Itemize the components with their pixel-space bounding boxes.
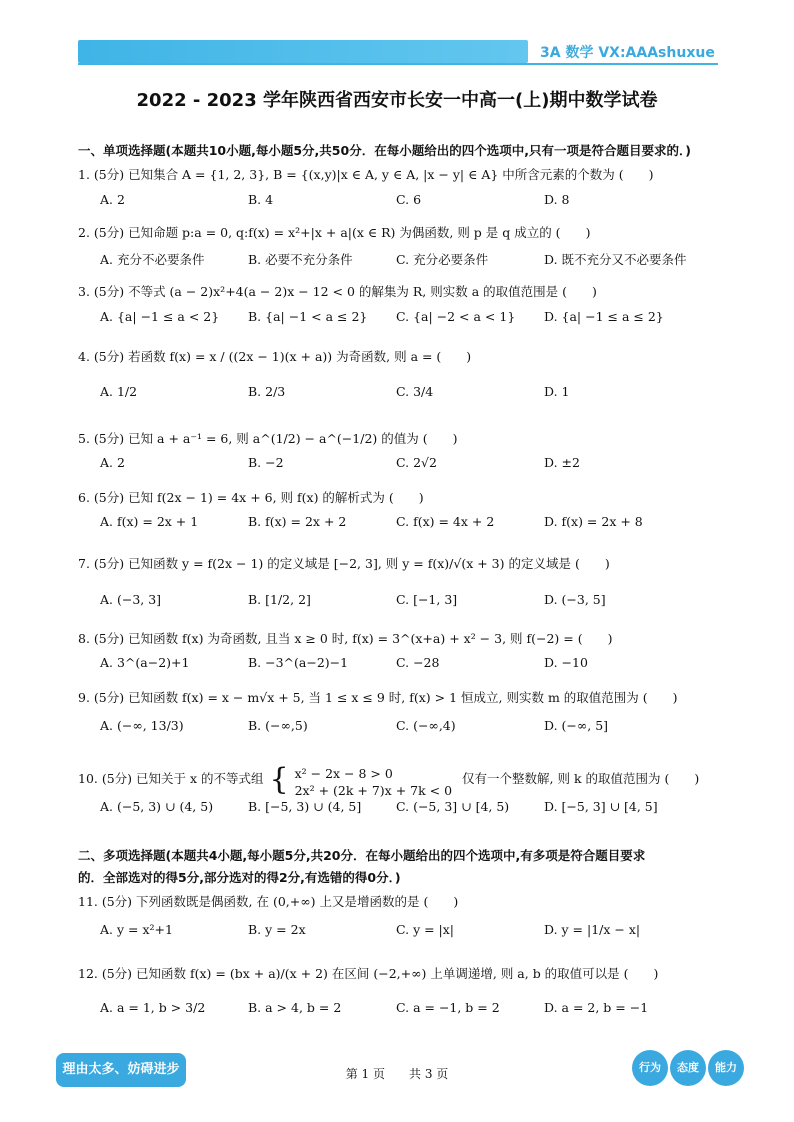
q12-option-b[interactable]: B. a > 4, b = 2 xyxy=(248,1000,342,1015)
q5-option-d[interactable]: D. ±2 xyxy=(544,455,580,470)
q9-option-a[interactable]: A. (−∞, 13/3) xyxy=(100,718,184,733)
q4-option-a[interactable]: A. 1/2 xyxy=(100,384,138,399)
badge-behavior: 行为 xyxy=(632,1050,668,1086)
q7-option-a[interactable]: A. (−3, 3] xyxy=(100,592,162,607)
q12-option-c[interactable]: C. a = −1, b = 2 xyxy=(396,1000,500,1015)
q11-option-c[interactable]: C. y = |x| xyxy=(396,922,455,937)
question-11-stem: 11. (5分) 下列函数既是偶函数, 在 (0,+∞) 上又是增函数的是 ( ) xyxy=(78,894,459,909)
q6-option-b[interactable]: B. f(x) = 2x + 2 xyxy=(248,514,347,529)
q2-option-c[interactable]: C. 充分必要条件 xyxy=(396,252,489,267)
header-bar xyxy=(78,40,528,63)
q8-option-c[interactable]: C. −28 xyxy=(396,655,440,670)
q6-option-a[interactable]: A. f(x) = 2x + 1 xyxy=(100,514,199,529)
q10-option-a[interactable]: A. (−5, 3) ∪ (4, 5) xyxy=(100,799,214,814)
q10-brace: { xyxy=(269,762,289,797)
q10-option-c[interactable]: C. (−5, 3] ∪ [4, 5) xyxy=(396,799,510,814)
question-1-stem: 1. (5分) 已知集合 A = {1, 2, 3}, B = {(x,y)|x ∈ A, y ∈ A, |x − y| ∈ A} 中所含元素的个数为 ( ) xyxy=(78,167,654,182)
q3-option-c[interactable]: C. {a| −2 < a < 1} xyxy=(396,309,516,324)
footer-slogan: 理由太多、妨碍进步 xyxy=(56,1053,186,1087)
page-title: 2022 - 2023 学年陕西省西安市长安一中高一(上)期中数学试卷 xyxy=(136,90,658,111)
q5-option-b[interactable]: B. −2 xyxy=(248,455,284,470)
q7-option-c[interactable]: C. [−1, 3] xyxy=(396,592,458,607)
q9-option-c[interactable]: C. (−∞,4) xyxy=(396,718,456,733)
badge-ability: 能力 xyxy=(708,1050,744,1086)
header-brand: 3A 数学 VX:AAAshuxue xyxy=(540,45,715,61)
q1-option-d[interactable]: D. 8 xyxy=(544,192,570,207)
q2-option-b[interactable]: B. 必要不充分条件 xyxy=(248,252,353,267)
q10-inequality-2: 2x² + (2k + 7)x + 7k < 0 xyxy=(294,783,453,798)
q1-option-a[interactable]: A. 2 xyxy=(100,192,125,207)
header-rule xyxy=(78,63,718,65)
q6-option-d[interactable]: D. f(x) = 2x + 8 xyxy=(544,514,643,529)
q5-option-c[interactable]: C. 2√2 xyxy=(396,455,437,470)
q4-option-b[interactable]: B. 2/3 xyxy=(248,384,286,399)
q3-option-b[interactable]: B. {a| −1 < a ≤ 2} xyxy=(248,309,368,324)
q4-option-d[interactable]: D. 1 xyxy=(544,384,570,399)
q6-option-c[interactable]: C. f(x) = 4x + 2 xyxy=(396,514,495,529)
q4-option-c[interactable]: C. 3/4 xyxy=(396,384,434,399)
badge-attitude: 态度 xyxy=(670,1050,706,1086)
section-single-choice-heading: 一、单项选择题(本题共10小题,每小题5分,共50分．在每小题给出的四个选项中,只有一项是符合题目要求的．) xyxy=(78,143,691,158)
q11-option-d[interactable]: D. y = |1/x − x| xyxy=(544,922,641,937)
question-2-stem: 2. (5分) 已知命题 p:a = 0, q:f(x) = x²+|x + a|(x ∈ R) 为偶函数, 则 p 是 q 成立的 ( ) xyxy=(78,225,591,240)
q3-option-d[interactable]: D. {a| −1 ≤ a ≤ 2} xyxy=(544,309,664,324)
q2-option-a[interactable]: A. 充分不必要条件 xyxy=(100,252,205,267)
q9-option-d[interactable]: D. (−∞, 5] xyxy=(544,718,609,733)
q10-system xyxy=(295,765,452,799)
q10-stem-prefix: 10. (5分) 已知关于 x 的不等式组 xyxy=(78,771,264,786)
question-12-stem: 12. (5分) 已知函数 f(x) = (bx + a)/(x + 2) 在区间 (−2,+∞) 上单调递增, 则 a, b 的取值可以是 ( ) xyxy=(78,966,659,981)
q7-option-d[interactable]: D. (−3, 5] xyxy=(544,592,606,607)
q10-stem-suffix: 仅有一个整数解, 则 k 的取值范围为 ( ) xyxy=(462,771,700,786)
section2-line-2: 的．全部选对的得5分,部分选对的得2分,有选错的得0分．) xyxy=(78,870,401,885)
question-5-stem: 5. (5分) 已知 a + a⁻¹ = 6, 则 a^(1/2) − a^(−1/2) 的值为 ( ) xyxy=(78,431,458,446)
q10-option-b[interactable]: B. [−5, 3) ∪ (4, 5] xyxy=(248,799,362,814)
question-6-stem: 6. (5分) 已知 f(2x − 1) = 4x + 6, 则 f(x) 的解析式为 ( ) xyxy=(78,490,424,505)
q10-inequality-1: x² − 2x − 8 > 0 xyxy=(294,766,393,781)
question-9-stem: 9. (5分) 已知函数 f(x) = x − m√x + 5, 当 1 ≤ x ≤ 9 时, f(x) > 1 恒成立, 则实数 m 的取值范围为 ( ) xyxy=(78,690,678,705)
question-10-stem xyxy=(78,762,718,799)
question-8-stem: 8. (5分) 已知函数 f(x) 为奇函数, 且当 x ≥ 0 时, f(x) = 3^(x+a) + x² − 3, 则 f(−2) = ( ) xyxy=(78,631,613,646)
q8-option-b[interactable]: B. −3^(a−2)−1 xyxy=(248,655,349,670)
question-4-stem: 4. (5分) 若函数 f(x) = x / ((2x − 1)(x + a)) 为奇函数, 则 a = ( ) xyxy=(78,349,472,364)
question-3-stem: 3. (5分) 不等式 (a − 2)x²+4(a − 2)x − 12 < 0 的解集为 R, 则实数 a 的取值范围是 ( ) xyxy=(78,284,597,299)
q11-option-b[interactable]: B. y = 2x xyxy=(248,922,306,937)
q1-option-c[interactable]: C. 6 xyxy=(396,192,422,207)
q2-option-d[interactable]: D. 既不充分又不必要条件 xyxy=(544,252,687,267)
q8-option-a[interactable]: A. 3^(a−2)+1 xyxy=(100,655,190,670)
q5-option-a[interactable]: A. 2 xyxy=(100,455,125,470)
q3-option-a[interactable]: A. {a| −1 ≤ a < 2} xyxy=(100,309,220,324)
q12-option-a[interactable]: A. a = 1, b > 3/2 xyxy=(100,1000,206,1015)
q8-option-d[interactable]: D. −10 xyxy=(544,655,588,670)
q12-option-d[interactable]: D. a = 2, b = −1 xyxy=(544,1000,649,1015)
question-7-stem: 7. (5分) 已知函数 y = f(2x − 1) 的定义域是 [−2, 3], 则 y = f(x)/√(x + 3) 的定义域是 ( ) xyxy=(78,556,610,571)
page-number: 第 1 页 共 3 页 xyxy=(345,1067,449,1081)
q9-option-b[interactable]: B. (−∞,5) xyxy=(248,718,308,733)
q10-option-d[interactable]: D. [−5, 3] ∪ [4, 5] xyxy=(544,799,658,814)
q7-option-b[interactable]: B. [1/2, 2] xyxy=(248,592,311,607)
q1-option-b[interactable]: B. 4 xyxy=(248,192,274,207)
section2-line-1: 二、多项选择题(本题共4小题,每小题5分,共20分．在每小题给出的四个选项中,有多项是符合题目要求 xyxy=(78,848,646,863)
section-multi-choice-heading xyxy=(78,845,718,889)
q11-option-a[interactable]: A. y = x²+1 xyxy=(100,922,173,937)
